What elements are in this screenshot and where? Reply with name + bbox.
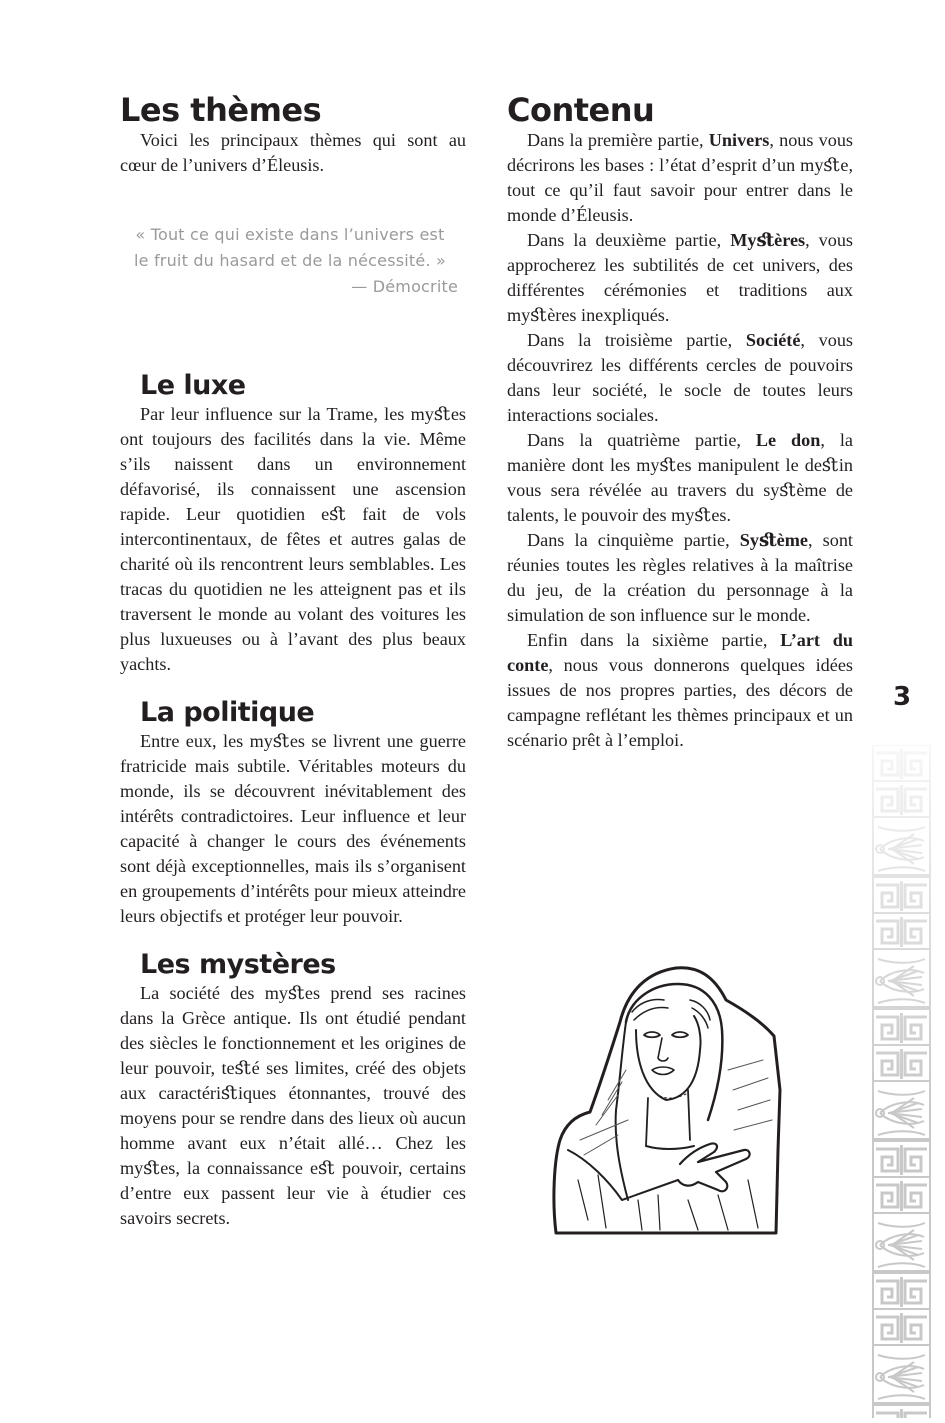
text: Dans la deuxième partie,	[527, 230, 731, 250]
contents-paragraph-5	[507, 528, 853, 628]
text: , la manière dont les myﬆes manipulent le deﬆin vous sera révélée au travers du syﬆème de talents, le pouvoir des myﬆes.	[507, 430, 853, 525]
text: , nous vous donnerons quelques idées issues de nos propres parties, des décors de campagne reflétant les thèmes principaux et un scénario prêt à l’emploi.	[507, 655, 853, 750]
text: , vous approcherez les subtilités de cet univers, des différentes cérémonies et traditions aux myﬆères inexpliqués.	[507, 230, 854, 325]
contents-paragraph-4	[507, 428, 853, 528]
section-heading-contenu: Contenu	[507, 91, 655, 129]
part-title-univers: Univers	[708, 130, 770, 150]
greek-key-border-icon	[870, 745, 933, 1418]
text: Dans la première partie,	[527, 130, 709, 150]
text: Dans la cinquième partie,	[527, 530, 740, 550]
contents-paragraph-6	[507, 628, 853, 753]
part-title-societe: Société	[745, 330, 801, 350]
text: Dans la troisième partie,	[527, 330, 746, 350]
text: , vous découvrirez les différents cercles de pouvoirs dans leur société, le socle de toutes leurs interactions sociales.	[507, 330, 853, 425]
section-mysteres	[120, 949, 466, 1231]
intro-paragraph: Voici les principaux thèmes qui sont au cœur de l’univers d’Éleusis.	[120, 130, 466, 175]
quote-text: « Tout ce qui existe dans l’univers est le fruit du hasard et de la nécessité. »	[134, 225, 446, 270]
section-politique	[120, 697, 466, 929]
part-title-le-don: Le don	[755, 430, 821, 450]
contents-paragraph-1	[507, 128, 853, 228]
section-heading-themes: Les thèmes	[120, 91, 322, 129]
right-column	[507, 92, 853, 753]
text: Dans la quatrième partie,	[527, 430, 756, 450]
contents-paragraph-3	[507, 328, 853, 428]
epigraph-quote	[126, 222, 458, 300]
section-heading-luxe: Le luxe	[140, 370, 246, 401]
part-title-art-du-conte: L’art du conte	[507, 630, 853, 675]
section-paragraph-luxe: Par leur influence sur la Trame, les myﬆes ont toujours des facilités dans la vie. Même s’ils naissent dans un environnement défavorisé, ils connaissent une ascension rapide. Leur quotidien eﬆ fait de vols intercontinentaux, de fêtes et autres galas de charité où ils rencontrent leurs semblables. Les tracas du quotidien ne les atteignent pas et ils traversent le monde au volant des voitures les plus luxueuses ou à l’avant des plus beaux yachts.	[120, 404, 466, 674]
section-paragraph-mysteres: La société des myﬆes prend ses racines dans la Grèce antique. Ils ont étudié pendant des siècles le fonctionnement et les origines de leur pouvoir, teﬆé ses limites, créé des objets aux caractériﬆiques étonnantes, trouvé des moyens pour se rendre dans des lieux où aucun homme avant eux n’était allé… Chez les myﬆes, la connaissance eﬆ pouvoir, certains d’entre eux passent leur vie à étudier ces savoirs secrets.	[120, 983, 466, 1228]
text: Enfin dans la sixième partie,	[527, 630, 781, 650]
section-paragraph-politique: Entre eux, les myﬆes se livrent une guerre fratricide mais subtile. Véritables moteurs du monde, ils se découvrent inévitablement des intérêts contradictoires. Leur influence et leur capacité à changer le cours des événements sont déjà exceptionnelles, mais ils s’organisent en groupements d’intérêts pour mieux atteindre leurs objectifs et protéger leur pouvoir.	[120, 731, 466, 926]
part-title-mysteres: Myﬆères	[730, 230, 806, 250]
text: , sont réunies toutes les règles relatives à la maîtrise du jeu, de la création du personnage à la simulation de son influence sur le monde.	[507, 530, 853, 625]
contents-paragraph-2	[507, 228, 853, 328]
section-luxe	[120, 370, 466, 677]
part-title-systeme: Syﬆème	[739, 530, 808, 550]
section-heading-politique: La politique	[140, 697, 315, 728]
left-column	[120, 92, 466, 1231]
quote-author: — Démocrite	[351, 277, 458, 296]
text: , nous vous décrirons les bases : l’état d’esprit d’un myﬆe, tout ce qu’il faut savoir pour entrer dans le monde d’Éleusis.	[507, 130, 853, 225]
page-number: 3	[893, 682, 912, 712]
section-heading-mysteres: Les mystères	[140, 949, 336, 980]
veiled-woman-bust-icon	[548, 950, 784, 1250]
